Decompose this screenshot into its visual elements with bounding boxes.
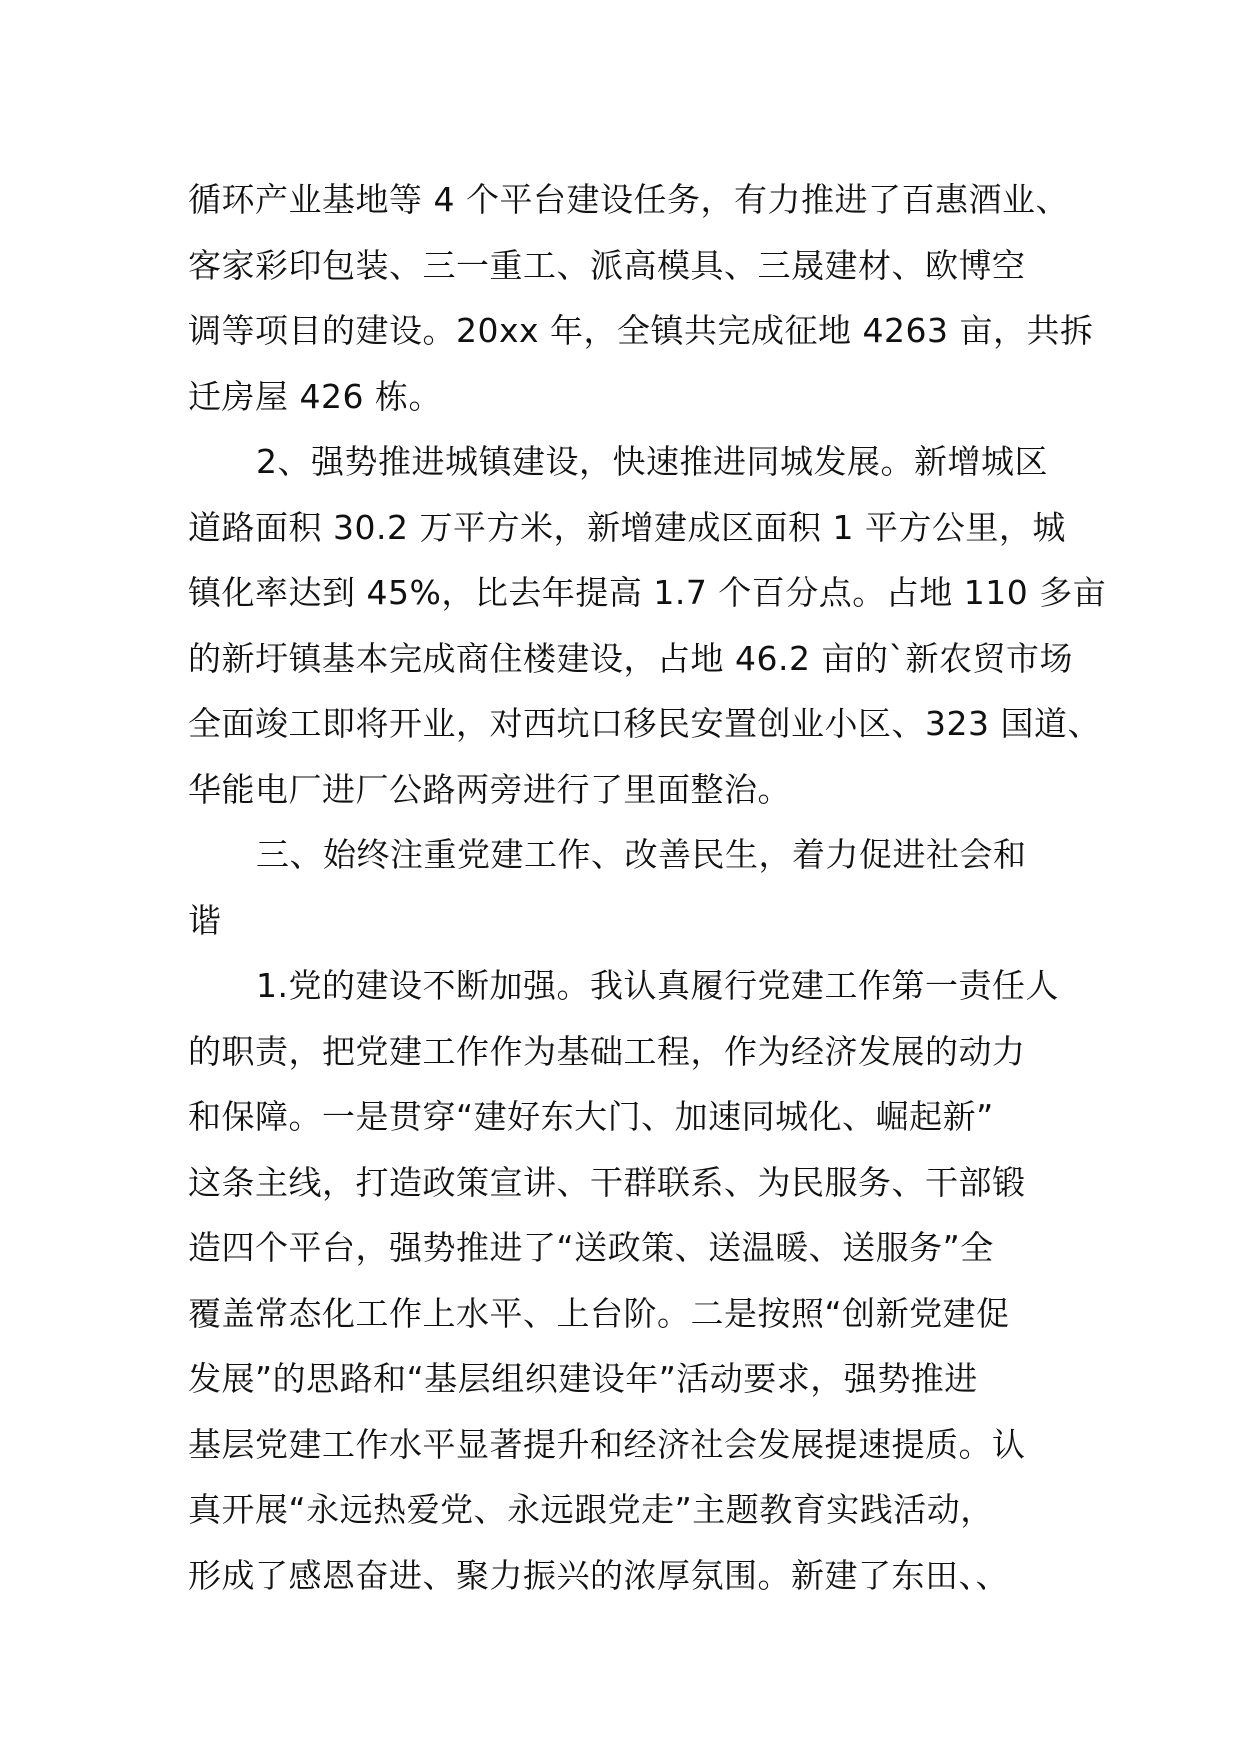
text-line: 全面竣工即将开业，对西坑口移民安置创业小区、323 国道、 <box>188 704 1101 743</box>
text-line: 镇化率达到 45%，比去年提高 1.7 个百分点。占地 110 多亩 <box>188 573 1107 612</box>
text-line: 基层党建工作水平显著提升和经济社会发展提速提质。认 <box>188 1424 1026 1464</box>
text-line: 2、强势推进城镇建设，快速推进同城发展。新增城区 <box>256 442 1048 481</box>
text-line: 客家彩印包装、三一重工、派高模具、三晟建材、欧博空 <box>188 245 1026 285</box>
text-line: 发展”的思路和“基层组织建设年”活动要求，强势推进 <box>188 1359 978 1398</box>
section-heading: 三、始终注重党建工作、改善民生，着力促进社会和 <box>256 835 1027 874</box>
text-line: 调等项目的建设。20xx 年，全镇共完成征地 4263 亩，共拆 <box>188 311 1094 350</box>
text-line: 华能电厂进厂公路两旁进行了里面整治。 <box>188 769 791 809</box>
text-line: 的新圩镇基本完成商住楼建设，占地 46.2 亩的`新农贸市场 <box>188 638 1073 678</box>
text-line: 覆盖常态化工作上水平、上台阶。二是按照“创新党建促 <box>188 1293 1010 1333</box>
document-body <box>188 167 1107 1608</box>
text-line: 真开展“永远热爱党、永远跟党走”主题教育实践活动， <box>188 1490 994 1529</box>
text-line: 道路面积 30.2 万平方米，新增建成区面积 1 平方公里，城 <box>188 507 1066 547</box>
text-line: 和保障。一是贯穿“建好东大门、加速同城化、崛起新” <box>188 1097 994 1136</box>
text-line: 形成了感恩奋进、聚力振兴的浓厚氛围。新建了东田、、 <box>188 1555 1009 1595</box>
text-line: 迁房屋 426 栋。 <box>188 376 442 416</box>
text-line: 这条主线，打造政策宣讲、干群联系、为民服务、干部锻 <box>188 1162 1026 1202</box>
text-line: 1.党的建设不断加强。我认真履行党建工作第一责任人 <box>256 966 1059 1005</box>
section-heading-continuation: 谐 <box>188 900 222 940</box>
text-line: 循环产业基地等 4 个平台建设任务，有力推进了百惠酒业、 <box>188 180 1069 219</box>
text-line: 的职责，把党建工作作为基础工程，作为经济发展的动力 <box>188 1031 1026 1071</box>
text-line: 造四个平台，强势推进了“送政策、送温暖、送服务”全 <box>188 1228 994 1267</box>
